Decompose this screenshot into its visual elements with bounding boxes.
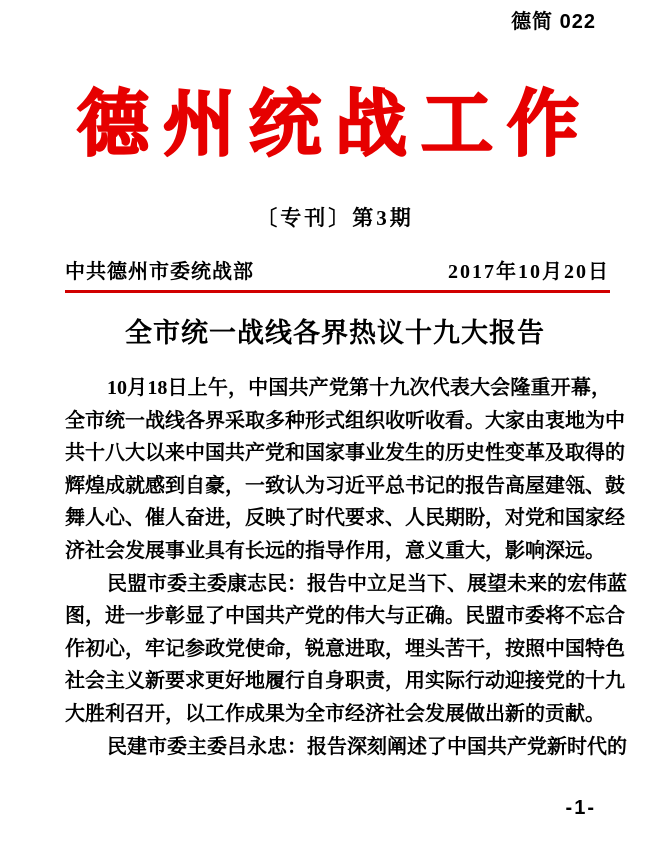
body-line: 大胜利召开，以工作成果为全市经济社会发展做出新的贡献。 [65, 702, 605, 725]
doc-code: 德简 022 [511, 11, 596, 33]
body-line: 辉煌成就感到自豪，一致认为习近平总书记的报告高屋建瓴、鼓 [65, 474, 625, 497]
issue-label: 〔专刊〕第3期 [256, 206, 414, 230]
body-line: 共十八大以来中国共产党和国家事业发生的历史性变革及取得的 [65, 442, 625, 465]
body-line: 全市统一战线各界采取多种形式组织收听收看。大家由衷地为中 [65, 409, 625, 432]
body-line: 图，进一步彰显了中国共产党的伟大与正确。民盟市委将不忘合 [65, 605, 625, 628]
body-line: 舞人心、催人奋进，反映了时代要求、人民期盼，对党和国家经 [65, 507, 625, 530]
masthead-title: 德州统战工作 [76, 85, 593, 165]
issue-date: 2017年10月20日 [448, 261, 610, 283]
body-line: 作初心，牢记参政党使命，锐意进取，埋头苦干，按照中国特色 [65, 637, 625, 660]
article-body [65, 372, 627, 763]
body-line: 10月18日上午，中国共产党第十九次代表大会隆重开幕， [107, 377, 611, 399]
issuer-row [65, 255, 610, 293]
body-line: 民盟市委主委康志民：报告中立足当下、展望未来的宏伟蓝 [107, 572, 627, 595]
body-line: 民建市委主委吕永忠：报告深刻阐述了中国共产党新时代的 [107, 735, 627, 758]
body-line: 济社会发展事业具有长远的指导作用，意义重大，影响深远。 [65, 539, 605, 562]
article-title: 全市统一战线各界热议十九大报告 [125, 318, 545, 348]
page-number: -1- [565, 797, 596, 819]
body-line: 社会主义新要求更好地履行自身职责，用实际行动迎接党的十九 [65, 670, 625, 693]
issuer-name: 中共德州市委统战部 [65, 261, 254, 283]
